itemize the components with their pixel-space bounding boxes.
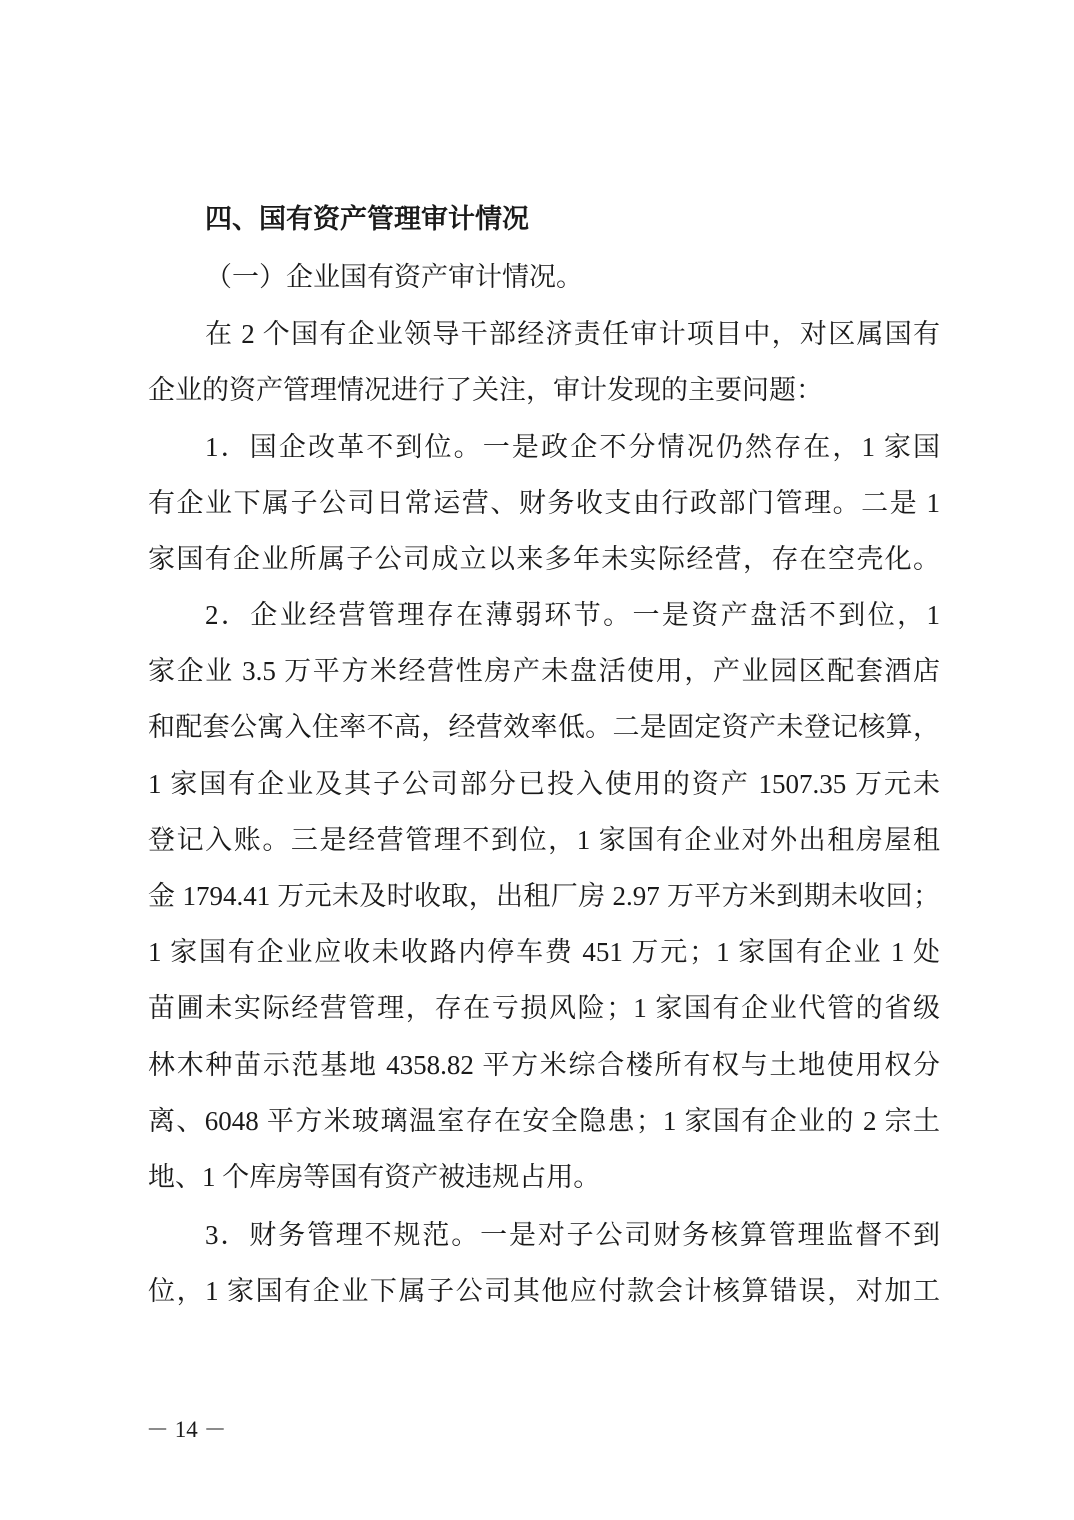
paragraph-line: 1 家国有企业应收未收路内停车费 451 万元；1 家国有企业 1 处 <box>148 937 940 967</box>
paragraph-line: 1．国企改革不到位。一是政企不分情况仍然存在，1 家国 <box>205 432 940 462</box>
paragraph-line: 家企业 3.5 万平方米经营性房产未盘活使用，产业园区配套酒店 <box>148 656 940 686</box>
section-heading: 四、国有资产管理审计情况 <box>205 204 529 235</box>
paragraph-line: 地、1 个库房等国有资产被违规占用。 <box>148 1162 601 1192</box>
paragraph-line: 位，1 家国有企业下属子公司其他应付款会计核算错误，对加工 <box>148 1276 940 1306</box>
paragraph-line: 1 家国有企业及其子公司部分已投入使用的资产 1507.35 万元未 <box>148 769 940 799</box>
paragraph-line: 林木种苗示范基地 4358.82 平方米综合楼所有权与土地使用权分 <box>148 1050 940 1080</box>
subsection-heading: （一）企业国有资产审计情况。 <box>205 262 583 292</box>
paragraph-line: 在 2 个国有企业领导干部经济责任审计项目中，对区属国有 <box>205 319 940 349</box>
page-number: － 14 － <box>146 1417 227 1442</box>
paragraph-line: 离、6048 平方米玻璃温室存在安全隐患；1 家国有企业的 2 宗土 <box>148 1106 940 1136</box>
paragraph-line: 有企业下属子公司日常运营、财务收支由行政部门管理。二是 1 <box>148 488 940 518</box>
paragraph-line: 和配套公寓入住率不高，经营效率低。二是固定资产未登记核算， <box>148 712 940 742</box>
paragraph-line: 家国有企业所属子公司成立以来多年未实际经营，存在空壳化。 <box>148 544 940 574</box>
paragraph-line: 企业的资产管理情况进行了关注，审计发现的主要问题： <box>148 375 823 405</box>
paragraph-line: 登记入账。三是经营管理不到位，1 家国有企业对外出租房屋租 <box>148 825 940 855</box>
paragraph-line: 3．财务管理不规范。一是对子公司财务核算管理监督不到 <box>205 1220 940 1250</box>
paragraph-line: 2．企业经营管理存在薄弱环节。一是资产盘活不到位，1 <box>205 600 940 630</box>
paragraph-line: 苗圃未实际经营管理，存在亏损风险；1 家国有企业代管的省级 <box>148 993 940 1023</box>
paragraph-line: 金 1794.41 万元未及时收取，出租厂房 2.97 万平方米到期未收回； <box>148 881 940 911</box>
